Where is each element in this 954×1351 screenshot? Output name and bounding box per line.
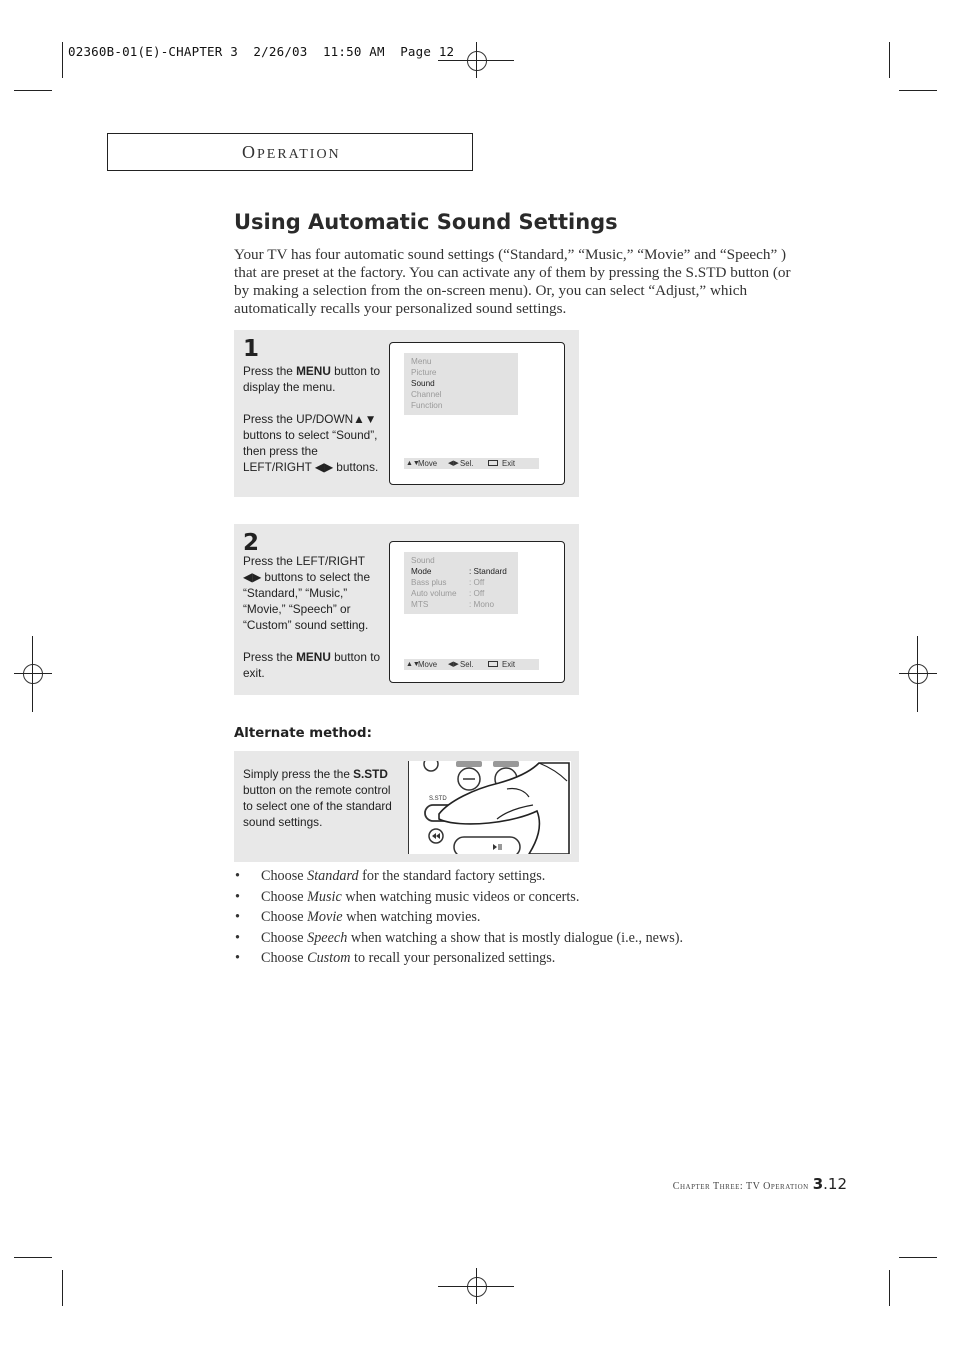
crop-mark [899, 90, 937, 91]
updown-arrow-icon: ▲▼ [406, 460, 420, 467]
list-item: • Choose Movie when watching movies. [234, 907, 794, 928]
osd-menu [404, 353, 518, 415]
crop-mark [14, 1257, 52, 1258]
updown-arrow-icon: ▲▼ [406, 661, 420, 668]
step-number: 1 [243, 336, 260, 362]
registration-mark [917, 636, 918, 712]
alternate-method-text: Simply press the the S.STD button on the remote control to select one of the standard sound settings. [243, 767, 392, 829]
menu-button-icon [488, 460, 498, 466]
registration-mark [32, 636, 33, 712]
osd-row: MTS : Mono [411, 600, 495, 609]
registration-mark [467, 51, 487, 71]
hand-pressing-button-icon [409, 761, 571, 854]
remote-control-illustration [408, 761, 571, 854]
crop-mark [14, 90, 52, 91]
section-title: OPERATION [242, 142, 341, 162]
step-2-box [234, 524, 579, 695]
list-item: • Choose Custom to recall your personalized settings. [234, 948, 794, 969]
osd-row: Bass plus : Off [411, 578, 485, 587]
registration-mark [476, 42, 477, 78]
registration-mark [476, 1268, 477, 1304]
registration-mark [23, 664, 43, 684]
alternate-method-box [234, 751, 579, 862]
crop-mark [899, 1257, 937, 1258]
osd-item: Channel [411, 390, 442, 399]
crop-mark [889, 1270, 890, 1306]
osd-row-selected: Mode : Standard [411, 567, 507, 576]
osd-item-selected: Sound [411, 379, 435, 388]
osd-title: Sound [411, 556, 435, 565]
registration-mark [899, 673, 937, 674]
osd-row: Auto volume : Off [411, 589, 485, 598]
leftright-arrow-icon: ◀▶ [448, 460, 459, 467]
crop-mark [62, 42, 63, 78]
step-1-instruction-1: Press the MENU button to display the menu. [243, 364, 381, 394]
printer-slug: 02360B-01(E)-CHAPTER 3 2/26/03 11:50 AM Page 12 [68, 44, 455, 59]
settings-bullet-list [234, 866, 794, 969]
osd-item: Menu [411, 357, 432, 366]
list-item: • Choose Music when watching music videos or concerts. [234, 887, 794, 908]
step-1-instruction-2: Press the UP/DOWN▲▼ buttons to select “Sound”, then press the LEFT/RIGHT ◀▶ buttons. [243, 412, 379, 474]
menu-button-icon [488, 661, 498, 667]
osd-item: Function [411, 401, 443, 410]
registration-mark [908, 664, 928, 684]
osd-sound-menu [404, 552, 518, 614]
intro-paragraph: Your TV has four automatic sound settings (“Standard,” “Music,” “Movie” and “Speech” ) that are preset at the factory. You can activate any of them by pressing the S.STD button (or by making a selection from the on-screen menu). Or, you can select “Adjust,” which automatically recalls your personalized sound settings. [234, 246, 791, 317]
crop-mark [62, 1270, 63, 1306]
s-std-label: S.STD [429, 796, 447, 802]
step-number: 2 [243, 530, 260, 556]
page-number: 3.12 [812, 1175, 847, 1193]
osd-help-bar: ▲▼ Move ◀▶ Sel. Exit [404, 458, 539, 469]
registration-mark [14, 673, 52, 674]
alternate-method-heading: Alternate method: [234, 726, 372, 741]
list-item: • Choose Speech when watching a show that is mostly dialogue (i.e., news). [234, 928, 794, 949]
tv-screen [389, 342, 565, 485]
footer-chapter-title: Chapter Three: TV Operation [672, 1181, 809, 1192]
tv-screen [389, 541, 565, 683]
step-2-instruction-1: Press the LEFT/RIGHT ◀▶ buttons to select the “Standard,” “Music,” “Movie,” “Speech” or “Custom” sound setting. [243, 554, 371, 632]
step-2-instruction-2: Press the MENU button to exit. [243, 650, 381, 680]
step-1-box [234, 330, 579, 497]
osd-item: Picture [411, 368, 437, 377]
page-title: Using Automatic Sound Settings [234, 210, 618, 234]
registration-mark [467, 1277, 487, 1297]
osd-help-bar: ▲▼ Move ◀▶ Sel. Exit [404, 659, 539, 670]
page-footer [673, 1175, 847, 1194]
list-item: • Choose Standard for the standard factory settings. [234, 866, 794, 887]
leftright-arrow-icon: ◀▶ [448, 661, 459, 668]
crop-mark [889, 42, 890, 78]
